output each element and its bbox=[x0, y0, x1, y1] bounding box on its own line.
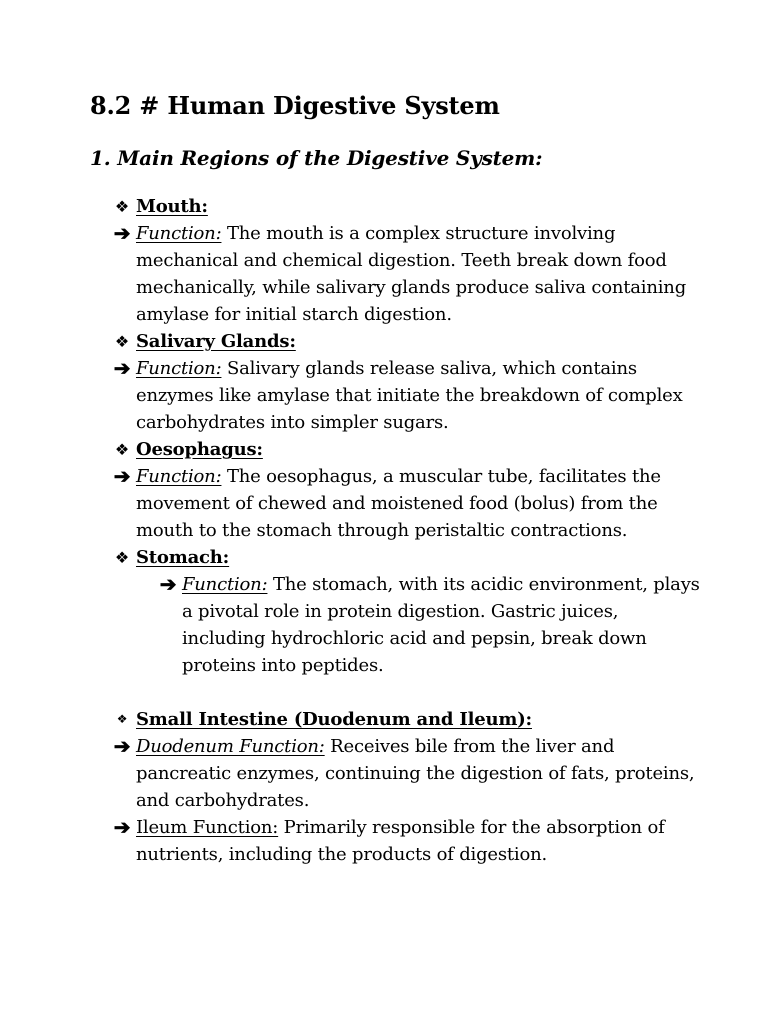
arrow-bullet-icon: ➔ bbox=[113, 221, 131, 245]
function-text: The stomach, with its acidic environment, plays a pivotal role in protein digestion. Gastric juices, including hydrochloric acid and pepsin, break down proteins into peptides. bbox=[182, 574, 700, 676]
page-title: 8.2 # Human Digestive System bbox=[90, 91, 500, 120]
oesophagus-function bbox=[110, 463, 700, 544]
salivary-glands-heading-label: Salivary Glands: bbox=[136, 331, 296, 352]
function-text: Receives bile from the liver and pancreatic enzymes, continuing the digestion of fats, proteins, and carbohydrates. bbox=[136, 736, 695, 811]
arrow-bullet-icon: ➔ bbox=[113, 734, 131, 758]
salivary-glands-function bbox=[110, 355, 700, 436]
function-label: Function: bbox=[136, 223, 222, 244]
ileum-function-label: Ileum Function: bbox=[136, 817, 279, 838]
oesophagus-heading-label: Oesophagus: bbox=[136, 439, 263, 460]
oesophagus-heading bbox=[110, 436, 700, 463]
arrow-bullet-icon: ➔ bbox=[113, 356, 131, 380]
arrow-bullet-icon: ➔ bbox=[159, 572, 177, 596]
diamond-bullet-icon: ❖ bbox=[116, 712, 128, 726]
function-label: Function: bbox=[136, 466, 222, 487]
diamond-bullet-icon: ❖ bbox=[114, 332, 130, 351]
mouth-heading bbox=[110, 193, 700, 220]
stomach-heading bbox=[110, 544, 700, 571]
mouth-function bbox=[110, 220, 700, 328]
function-text: The mouth is a complex structure involving mechanical and chemical digestion. Teeth break down food mechanically, while salivary glands produce saliva containing amylase for initial starch digestion. bbox=[136, 223, 687, 325]
salivary-glands-heading bbox=[110, 328, 700, 355]
arrow-bullet-icon: ➔ bbox=[113, 815, 131, 839]
small-intestine-heading-label: Small Intestine (Duodenum and Ileum): bbox=[136, 709, 532, 730]
function-text: The oesophagus, a muscular tube, facilitates the movement of chewed and moistened food (bolus) from the mouth to the stomach through peristaltic contractions. bbox=[136, 466, 661, 541]
duodenum-function bbox=[110, 733, 700, 814]
function-label: Function: bbox=[182, 574, 268, 595]
stomach-function bbox=[156, 571, 700, 679]
diamond-bullet-icon: ❖ bbox=[114, 197, 130, 216]
diamond-bullet-icon: ❖ bbox=[114, 440, 130, 459]
function-text: Primarily responsible for the absorption of nutrients, including the products of digestion. bbox=[136, 817, 665, 865]
function-label: Function: bbox=[136, 358, 222, 379]
section-subtitle: 1. Main Regions of the Digestive System: bbox=[90, 146, 543, 170]
small-intestine-heading bbox=[110, 706, 700, 733]
function-text: Salivary glands release saliva, which contains enzymes like amylase that initiate the breakdown of complex carbohydrates into simpler sugars. bbox=[136, 358, 683, 433]
arrow-bullet-icon: ➔ bbox=[113, 464, 131, 488]
duodenum-function-label: Duodenum Function: bbox=[136, 736, 325, 757]
diamond-bullet-icon: ❖ bbox=[114, 548, 130, 567]
mouth-heading-label: Mouth: bbox=[136, 196, 208, 217]
stomach-heading-label: Stomach: bbox=[136, 547, 230, 568]
ileum-function bbox=[110, 814, 700, 868]
